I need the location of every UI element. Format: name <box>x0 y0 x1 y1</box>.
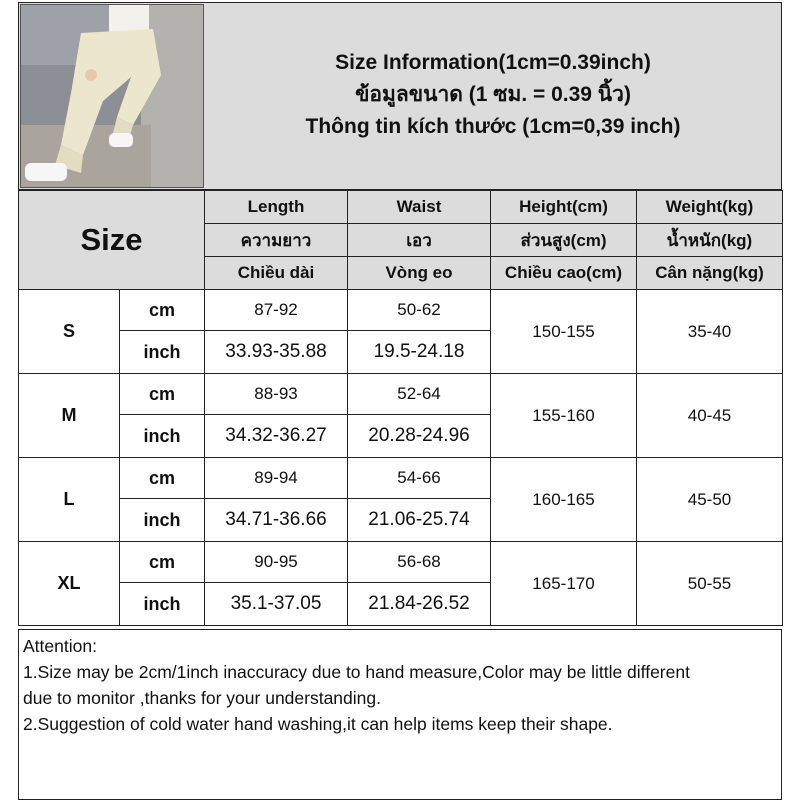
height-range: 155-160 <box>491 374 637 458</box>
height-header-en: Height(cm) <box>491 191 637 224</box>
title-vietnamese: Thông tin kích thước (1cm=0,39 inch) <box>305 114 681 138</box>
note-line-2: due to monitor ,thanks for your understanding. <box>23 688 381 708</box>
unit-cm: cm <box>120 542 205 583</box>
weight-header-vi: Cân nặng(kg) <box>637 257 783 290</box>
waist-header-vi: Vòng eo <box>348 257 491 290</box>
length-header-vi: Chiều dài <box>205 257 348 290</box>
weight-header-en: Weight(kg) <box>637 191 783 224</box>
attention-heading: Attention: <box>23 636 97 656</box>
table-row <box>19 290 783 331</box>
length-header-th: ความยาว <box>205 224 348 257</box>
waist-inch: 19.5-24.18 <box>348 331 491 374</box>
unit-cm: cm <box>120 374 205 415</box>
length-inch: 33.93-35.88 <box>205 331 348 374</box>
waist-inch: 21.06-25.74 <box>348 499 491 542</box>
unit-cm: cm <box>120 458 205 499</box>
note-line-1: 1.Size may be 2cm/1inch inaccuracy due to hand measure,Color may be little different <box>23 662 690 682</box>
waist-header-en: Waist <box>348 191 491 224</box>
height-header-vi: Chiều cao(cm) <box>491 257 637 290</box>
unit-inch: inch <box>120 583 205 626</box>
unit-inch: inch <box>120 499 205 542</box>
waist-header-th: เอว <box>348 224 491 257</box>
length-header-en: Length <box>205 191 348 224</box>
header-titles <box>205 3 781 191</box>
waist-cm: 50-62 <box>348 290 491 331</box>
weight-range: 35-40 <box>637 290 783 374</box>
weight-range: 50-55 <box>637 542 783 626</box>
height-range: 160-165 <box>491 458 637 542</box>
size-chart-sheet <box>18 2 782 800</box>
weight-range: 40-45 <box>637 374 783 458</box>
waist-cm: 54-66 <box>348 458 491 499</box>
size-column-header: Size <box>19 191 205 290</box>
height-range: 150-155 <box>491 290 637 374</box>
length-cm: 89-94 <box>205 458 348 499</box>
length-inch: 35.1-37.05 <box>205 583 348 626</box>
waist-inch: 21.84-26.52 <box>348 583 491 626</box>
weight-range: 45-50 <box>637 458 783 542</box>
waist-cm: 52-64 <box>348 374 491 415</box>
length-inch: 34.71-36.66 <box>205 499 348 542</box>
length-cm: 88-93 <box>205 374 348 415</box>
waist-inch: 20.28-24.96 <box>348 415 491 458</box>
attention-notes <box>18 629 782 800</box>
length-inch: 34.32-36.27 <box>205 415 348 458</box>
size-name: M <box>19 374 120 458</box>
weight-header-th: น้ำหนัก(kg) <box>637 224 783 257</box>
unit-inch: inch <box>120 415 205 458</box>
table-row <box>19 542 783 583</box>
height-header-th: ส่วนสูง(cm) <box>491 224 637 257</box>
product-photo <box>20 4 204 188</box>
table-row <box>19 374 783 415</box>
title-english: Size Information(1cm=0.39inch) <box>335 50 651 74</box>
note-line-3: 2.Suggestion of cold water hand washing,it can help items keep their shape. <box>23 714 613 734</box>
unit-inch: inch <box>120 331 205 374</box>
unit-cm: cm <box>120 290 205 331</box>
size-table <box>18 190 783 626</box>
table-row <box>19 458 783 499</box>
height-range: 165-170 <box>491 542 637 626</box>
size-name: L <box>19 458 120 542</box>
product-photo-image <box>21 5 204 188</box>
length-cm: 90-95 <box>205 542 348 583</box>
title-thai: ข้อมูลขนาด (1 ซม. = 0.39 นิ้ว) <box>355 82 631 106</box>
waist-cm: 56-68 <box>348 542 491 583</box>
size-name: XL <box>19 542 120 626</box>
size-name: S <box>19 290 120 374</box>
length-cm: 87-92 <box>205 290 348 331</box>
size-chart-header <box>18 2 782 190</box>
